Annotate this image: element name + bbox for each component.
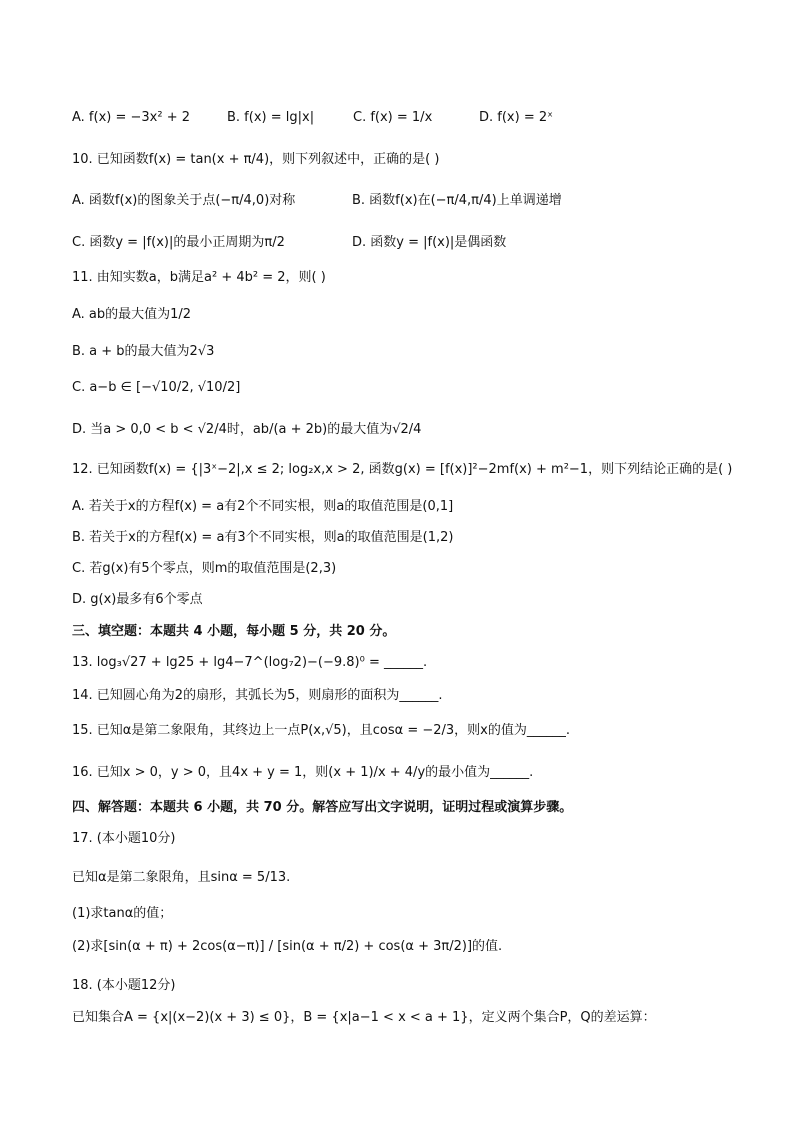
- q12-option-c[interactable]: C. 若g(x)有5个零点，则m的取值范围是(2,3): [72, 561, 337, 576]
- q11-option-b[interactable]: B. a + b的最大值为2√3: [72, 344, 215, 359]
- q9-option-a[interactable]: A. f(x) = −3x² + 2: [72, 110, 190, 125]
- q9-option-c[interactable]: C. f(x) = 1/x: [353, 110, 433, 125]
- q10-stem: 10. 已知函数f(x) = tan(x + π/4)，则下列叙述中，正确的是( ): [72, 152, 440, 167]
- q9-option-b[interactable]: B. f(x) = lg|x|: [227, 110, 315, 125]
- q9-option-d[interactable]: D. f(x) = 2ˣ: [479, 110, 553, 125]
- q17-part2: (2)求[sin(α + π) + 2cos(α−π)] / [sin(α + π/2) + cos(α + 3π/2)]的值.: [72, 939, 503, 954]
- q11-option-a[interactable]: A. ab的最大值为1/2: [72, 307, 192, 322]
- q12-stem: 12. 已知函数f(x) = {|3ˣ−2|,x ≤ 2; log₂x,x > 2, 函数g(x) = [f(x)]²−2mf(x) + m²−1，则下列结论正确的是( ): [72, 462, 733, 477]
- q12-option-d[interactable]: D. g(x)最多有6个零点: [72, 592, 203, 607]
- q10-options-row1: [72, 191, 562, 211]
- q11-option-d[interactable]: D. 当a > 0,0 < b < √2/4时，ab/(a + 2b)的最大值为√2/4: [72, 422, 422, 437]
- section-4-heading: 四、解答题：本题共 6 小题，共 70 分。解答应写出文字说明，证明过程或演算步骤。: [72, 800, 573, 815]
- q15: 15. 已知α是第二象限角，其终边上一点P(x,√5)，且cosα = −2/3，则x的值为______.: [72, 723, 570, 738]
- q11-option-c[interactable]: C. a−b ∈ [−√10/2, √10/2]: [72, 380, 241, 395]
- q18-header: 18. (本小题12分): [72, 978, 176, 993]
- q9-options: [72, 108, 553, 128]
- q11-stem: 11. 由知实数a，b满足a² + 4b² = 2，则( ): [72, 270, 326, 285]
- q10-option-d[interactable]: D. 函数y = |f(x)|是偶函数: [352, 235, 507, 250]
- q10-options-row2: [72, 233, 506, 253]
- q10-option-a[interactable]: A. 函数f(x)的图象关于点(−π/4,0)对称: [72, 193, 296, 208]
- q13: 13. log₃√27 + lg25 + lg4−7^(log₇2)−(−9.8)⁰ = ______.: [72, 655, 428, 670]
- q12-option-b[interactable]: B. 若关于x的方程f(x) = a有3个不同实根，则a的取值范围是(1,2): [72, 530, 454, 545]
- q12-option-a[interactable]: A. 若关于x的方程f(x) = a有2个不同实根，则a的取值范围是(0,1]: [72, 499, 454, 514]
- section-3-heading: 三、填空题：本题共 4 小题，每小题 5 分，共 20 分。: [72, 624, 396, 639]
- q17-stem: 已知α是第二象限角，且sinα = 5/13.: [72, 870, 291, 885]
- q10-option-b[interactable]: B. 函数f(x)在(−π/4,π/4)上单调递增: [352, 193, 562, 208]
- q14: 14. 已知圆心角为2的扇形，其弧长为5，则扇形的面积为______.: [72, 688, 443, 703]
- q17-part1: (1)求tanα的值；: [72, 906, 173, 921]
- q10-option-c[interactable]: C. 函数y = |f(x)|的最小正周期为π/2: [72, 235, 285, 250]
- q17-header: 17. (本小题10分): [72, 831, 176, 846]
- q18-stem: 已知集合A = {x|(x−2)(x + 3) ≤ 0}，B = {x|a−1 < x < a + 1}，定义两个集合P，Q的差运算：: [72, 1010, 656, 1025]
- q16: 16. 已知x > 0，y > 0，且4x + y = 1，则(x + 1)/x + 4/y的最小值为______.: [72, 765, 534, 780]
